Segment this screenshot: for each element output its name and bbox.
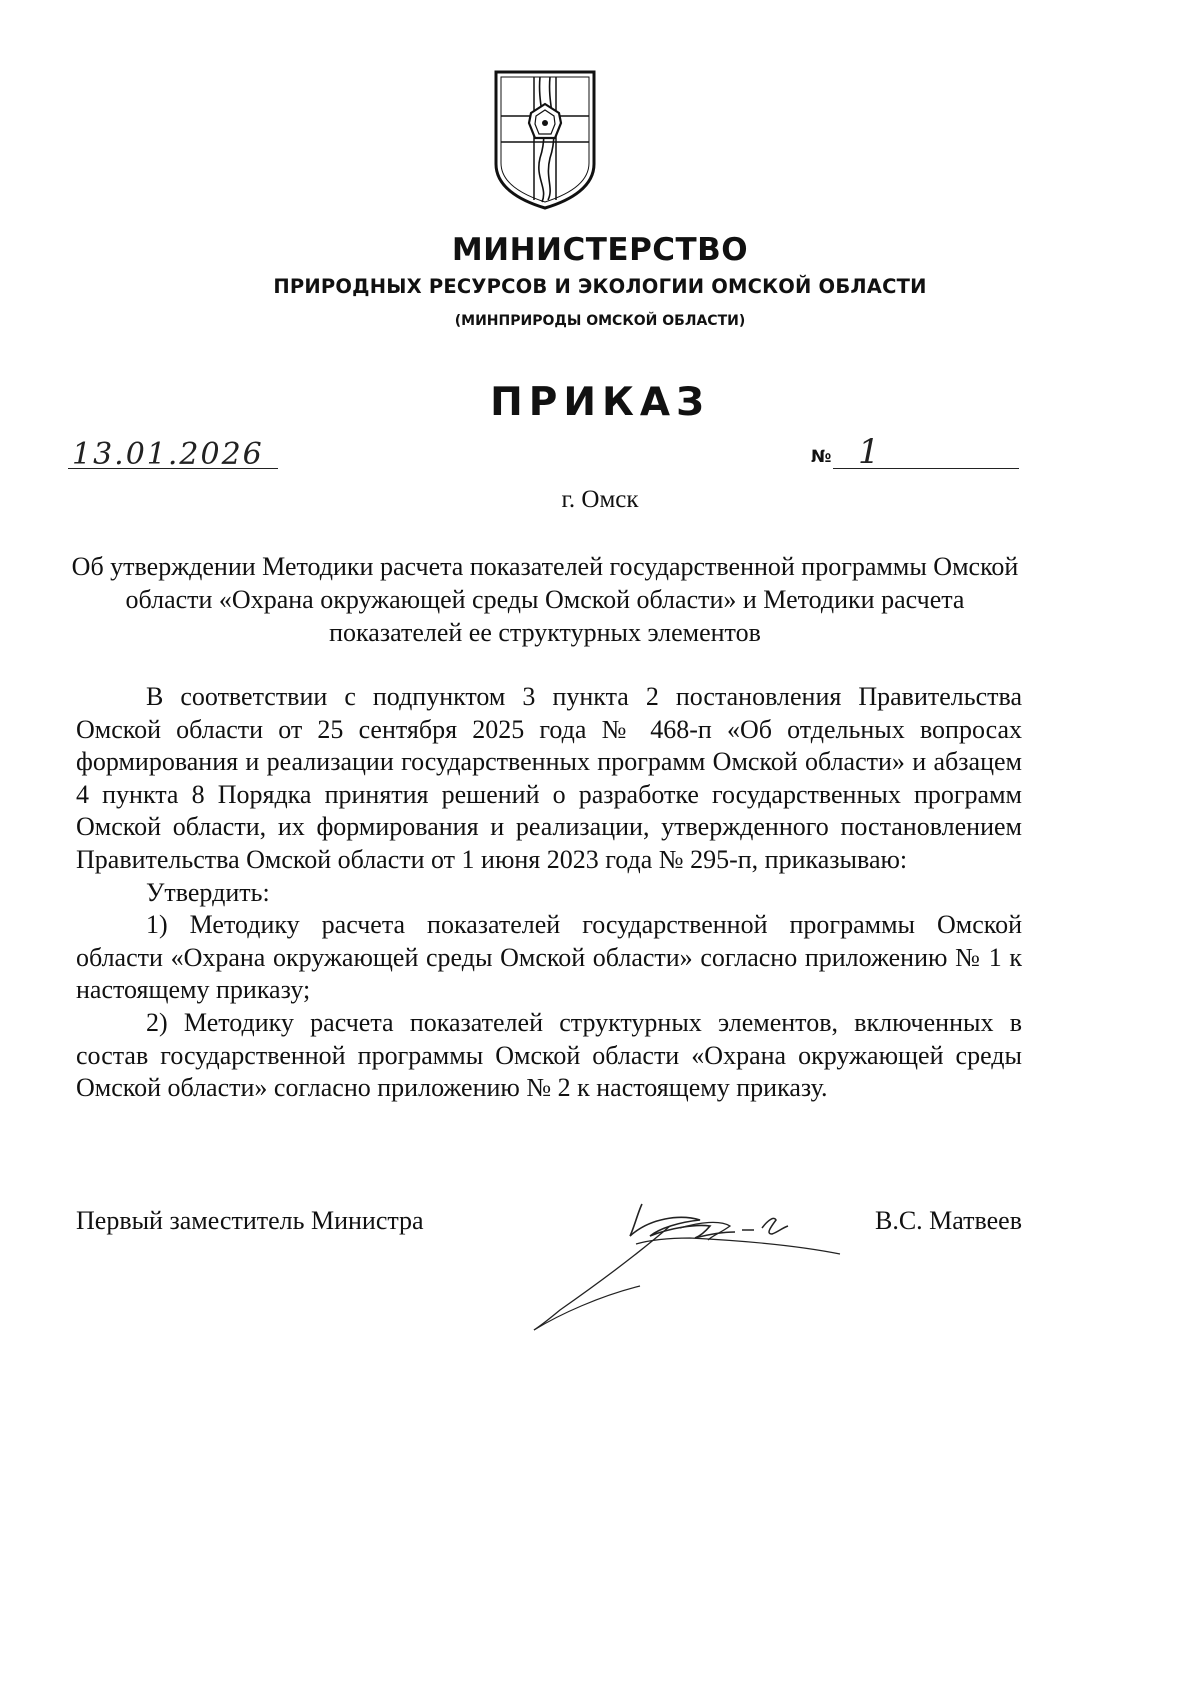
date-underline (68, 468, 278, 469)
ministry-heading: МИНИСТЕРСТВО (451, 232, 749, 268)
ministry-short-name: (МИНПРИРОДЫ ОМСКОЙ ОБЛАСТИ) (454, 313, 746, 329)
signatory-position: Первый заместитель Министра (76, 1206, 424, 1235)
number-underline (833, 468, 1019, 469)
order-body (76, 681, 1022, 1105)
item-1-paragraph: 1) Методику расчета показателей государственной программы Омской области «Охрана окружающей среды Омской области» согласно приложению № 1 к настоящему приказу; (76, 910, 1022, 1005)
approve-paragraph: Утвердить: (146, 877, 270, 907)
signatory-name: В.С. Матвеев (874, 1206, 1022, 1235)
item-2-paragraph: 2) Методику расчета показателей структурных элементов, включенных в состав государственной программы Омской области «Охрана окружающей среды Омской области» согласно приложению № 2 к настоящему приказу. (76, 1007, 1022, 1103)
order-subject: Об утверждении Методики расчета показателей государственной программы Омской области «Охрана окружающей среды Омской области» и Методики расчета показателей ее структурных элементов (71, 552, 1019, 647)
order-number: 1 (858, 432, 880, 472)
order-number-label: № (811, 447, 832, 467)
coat-of-arms-icon (490, 68, 600, 210)
order-date: 13.01.2026 (72, 437, 264, 472)
city: г. Омск (561, 486, 639, 513)
ministry-full-name: ПРИРОДНЫХ РЕСУРСОВ И ЭКОЛОГИИ ОМСКОЙ ОБЛАСТИ (273, 275, 927, 298)
signature-icon (530, 1192, 930, 1352)
document-type-title: ПРИКАЗ (490, 380, 710, 425)
preamble-paragraph: В соответствии с подпунктом 3 пункта 2 постановления Правительства Омской области от 25 сентября 2025 года № 468-п «Об отдельных вопросах формирования и реализации государственных программ Омской области» и абзацем 4 пункта 8 Порядка принятия решений о разработке государственных программ Омской области, их формирования и реализации, утвержденного постановлением Правительства Омской области от 1 июня 2023 года № 295-п, приказываю: (76, 682, 1022, 874)
